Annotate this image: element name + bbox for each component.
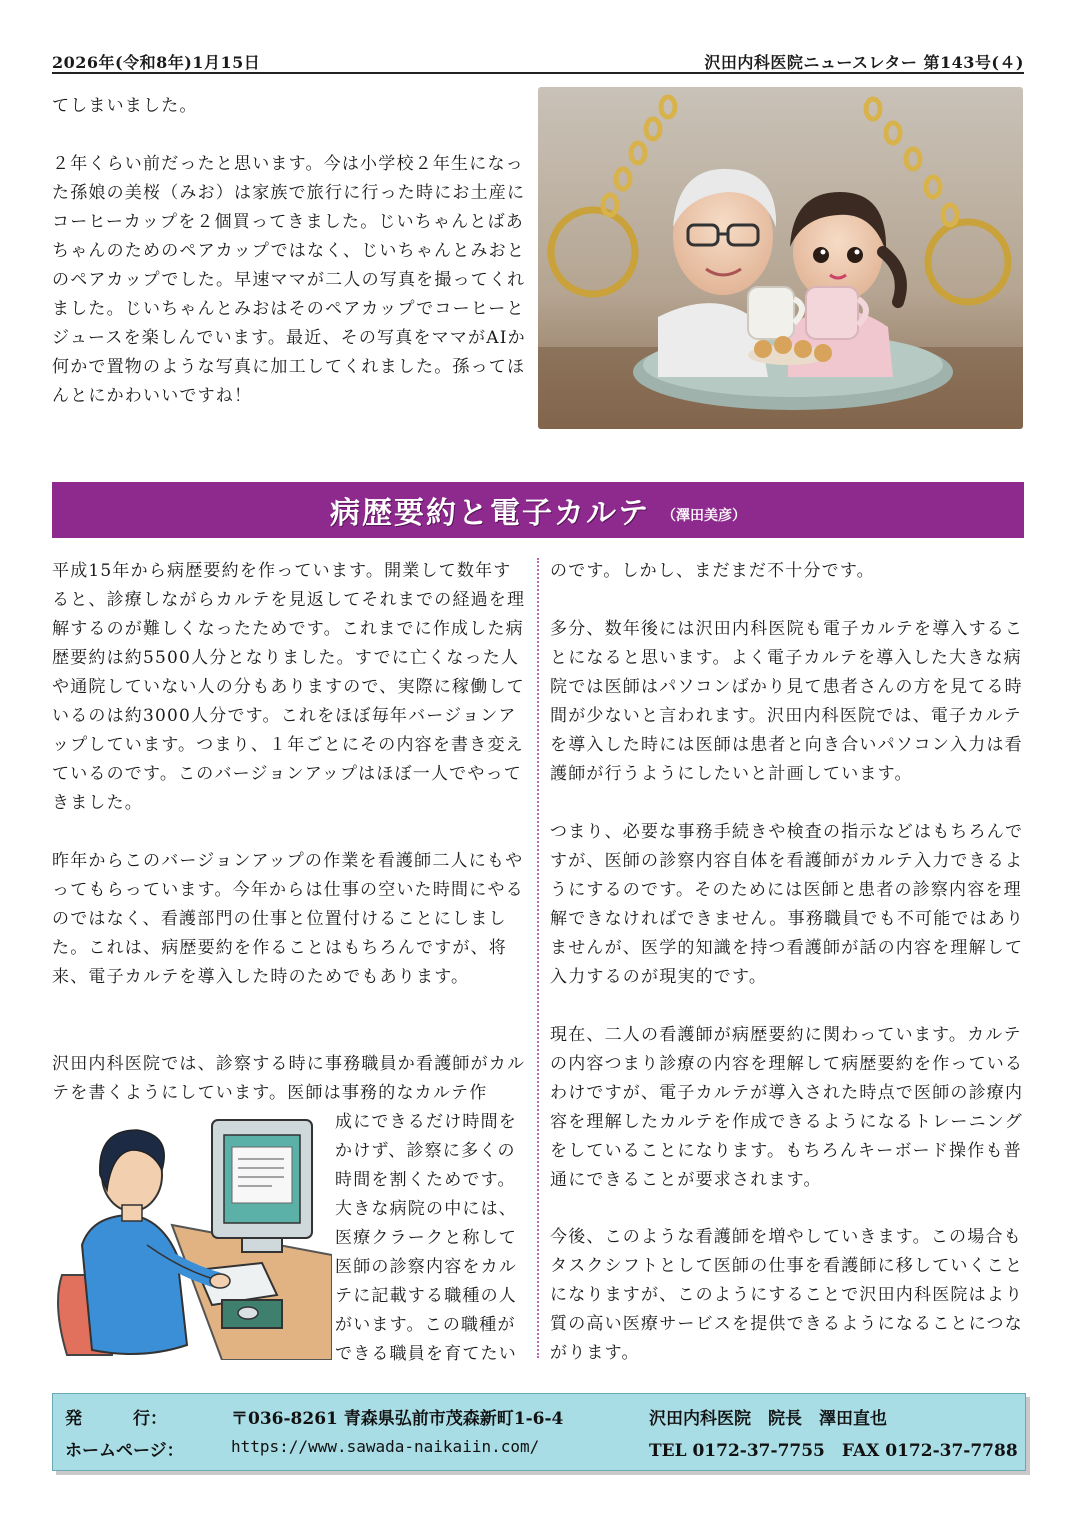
publisher-clinic: 沢田内科医院 院長 澤田直也 <box>649 1409 887 1429</box>
article-right-paragraph-4: 現在、二人の看護師が病歴要約に関わっています。カルテの内容つまり診療の内容を理解して病歴要約を作っているわけですが、電子カルテが導入された時点で医師の診療内容を理解したカルテを作成できるようになるトレーニングをしていることになります。もちろんキーボード操作も普通にできることが要求されます。 <box>550 1025 1024 1190</box>
page-header-publication: 沢田内科医院ニュースレター 第143号(４) <box>704 53 1024 72</box>
publisher-address: 〒036-8261 青森県弘前市茂森新町1-6-4 <box>231 1409 564 1429</box>
article-title: 病歴要約と電子カルテ <box>330 496 650 531</box>
article-left-paragraph-3-wrap: 成にできるだけ時間をかけず、診察に多くの時間を割くためです。大きな病院の中には、医療クラークと称して医師の診察内容をカルテに記載する職種の人がいます。この職種ができる職員を育てたい <box>335 1112 517 1364</box>
article-right-paragraph-3: つまり、必要な事務手続きや検査の指示などはもちろんですが、医師の診察内容自体を看護師がカルテ入力できるようにするのです。そのためには医師と患者の診察内容を理解できなければできません。事務職員でも不可能ではありませんが、医学的知識を持つ看護師が話の内容を理解して入力するのが現実的です。 <box>550 822 1025 987</box>
publisher-label: 発 行： <box>65 1409 167 1429</box>
article-right-paragraph-2: 多分、数年後には沢田内科医院も電子カルテを導入することになると思います。よく電子カルテを導入した大きな病院では医師はパソコンばかり見て患者さんの方を見てる時間が少ないと言われます。沢田内科医院では、電子カルテを導入した時には医師は患者と向き合いパソコン入力は看護師が行うようにしたいと計画しています。 <box>550 619 1024 784</box>
column-divider <box>537 558 539 1358</box>
publisher-footer <box>52 1393 1026 1471</box>
article-title-banner <box>52 482 1024 538</box>
homepage-url[interactable]: https://www.sawada-naikaiin.com/ <box>231 1437 540 1456</box>
article-left-paragraph-3: 沢田内科医院では、診察する時に事務職員か看護師がカルテを書くようにしています。医師は事務的なカルテ作 <box>52 1054 526 1103</box>
nurse-at-computer-illustration <box>52 1105 332 1360</box>
keychain-figurine-photo <box>538 87 1023 429</box>
article-right-paragraph-5: 今後、このような看護師を増やしていきます。この場合もタスクシフトとして医師の仕事を看護師に移していくことになりますが、このようにすることで沢田内科医院はより質の高い医療サービスを提供できるようになることにつながります。 <box>550 1227 1024 1363</box>
intro-story-text: ２年くらい前だったと思います。今は小学校２年生になった孫娘の美桜（みお）は家族で旅行に行った時にお土産にコーヒーカップを２個買ってきました。じいちゃんとばあちゃんのためのペアカップではなく、じいちゃんとみおとのペアカップでした。早速ママが二人の写真を撮ってくれました。じいちゃんとみおはそのペアカップでコーヒーとジュースを楽しんでいます。最近、その写真をママがAIか何かで置物のような写真に加工してくれました。孫ってほんとにかわいいですね！ <box>52 154 526 406</box>
header-rule <box>52 72 1024 74</box>
intro-continued-text: てしまいました。 <box>52 96 198 116</box>
article-left-paragraph-2: 昨年からこのバージョンアップの作業を看護師二人にもやってもらっています。今年からは仕事の空いた時間にやるのではなく、看護部門の仕事と位置付けることにしました。これは、病歴要約を作ることはもちろんですが、将来、電子カルテを導入した時のためでもあります。 <box>52 851 524 987</box>
page-header-date: 2026年(令和8年)1月15日 <box>52 53 261 72</box>
article-author: （澤田美彦） <box>662 508 746 524</box>
article-right-paragraph-1: のです。しかし、まだまだ不十分です。 <box>550 561 875 581</box>
article-left-paragraph-1: 平成15年から病歴要約を作っています。開業して数年すると、診療しながらカルテを見返してそれまでの経過を理解するのが難しくなったためです。これまでに作成した病歴要約は約5500人分となりました。すでに亡くなった人や通院していない人の分もありますので、実際に稼働しているのは約3000人分です。これをほぼ毎年バージョンアップしています。つまり、１年ごとにその内容を書き変えているのです。このバージョンアップはほぼ一人でやってきました。 <box>52 561 526 813</box>
homepage-label: ホームページ： <box>65 1441 184 1461</box>
contact-phone-fax: TEL 0172-37-7755 FAX 0172-37-7788 <box>649 1441 1018 1461</box>
